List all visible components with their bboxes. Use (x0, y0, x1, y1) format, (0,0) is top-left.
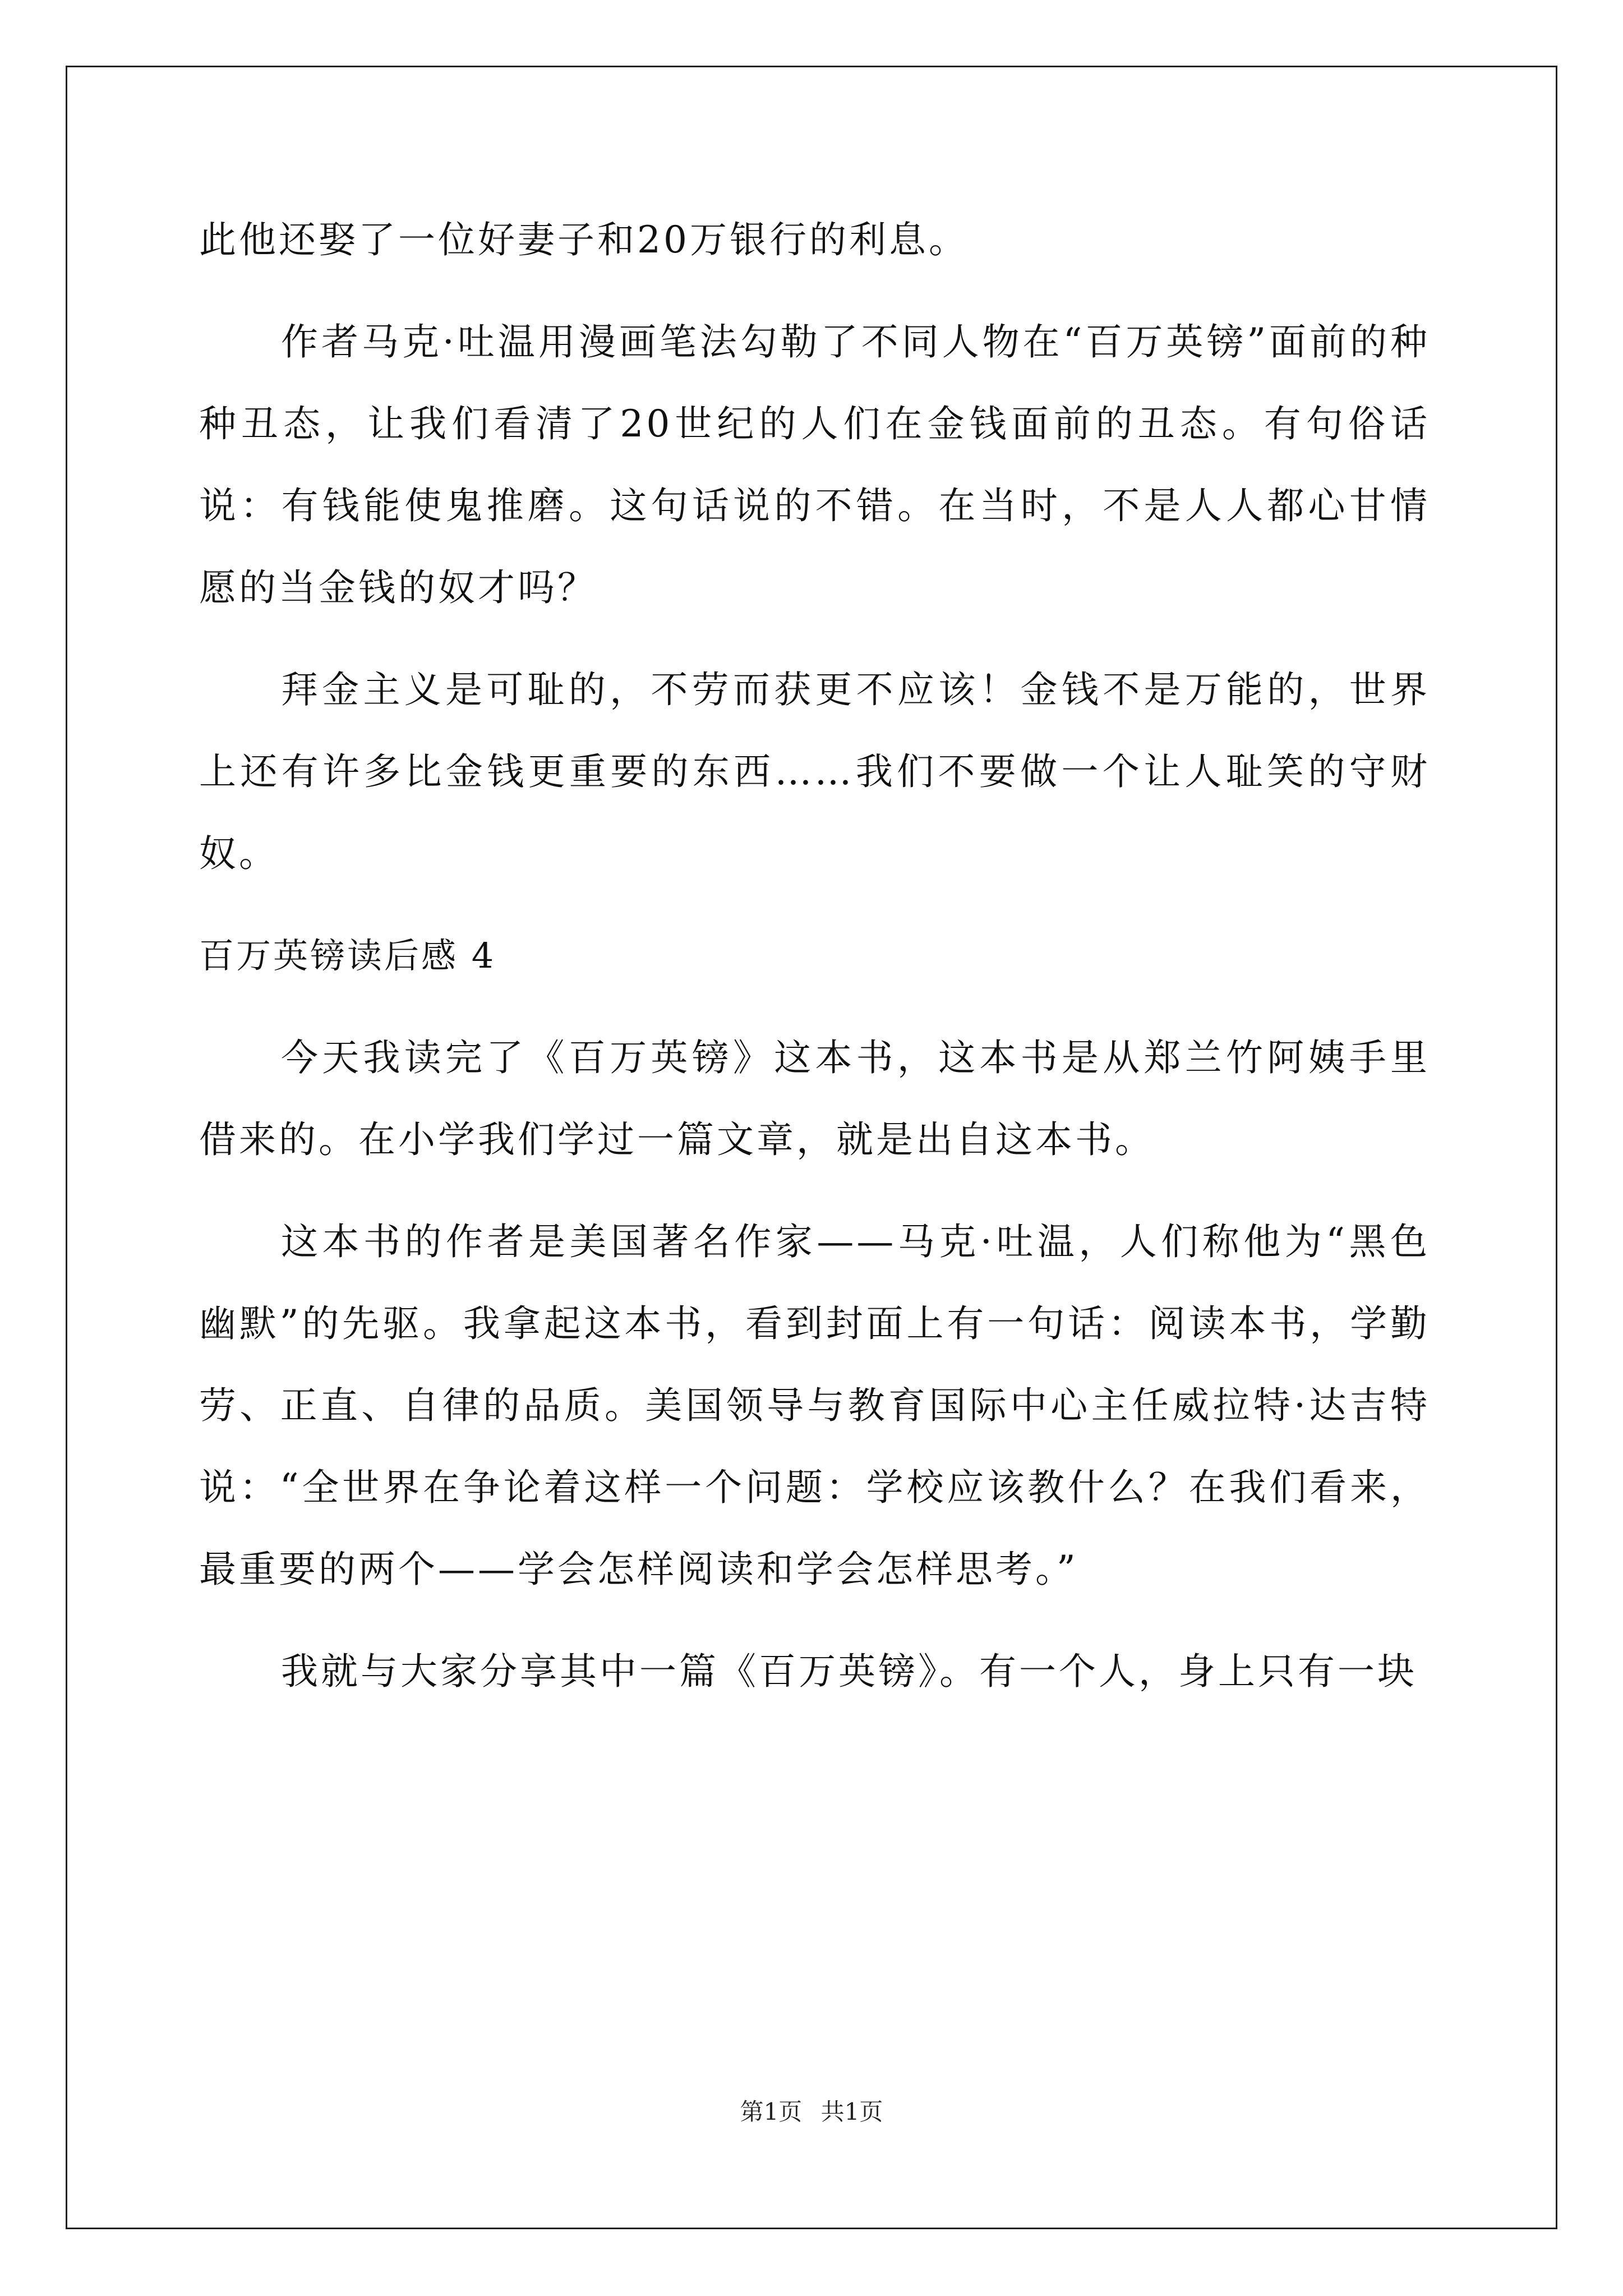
paragraph-4: 今天我读完了《百万英镑》这本书，这本书是从郑兰竹阿姨手里借来的。在小学我们学过一篇文章，就是出自这本书。 (199, 1036, 1430, 1161)
paragraph-2: 作者马克·吐温用漫画笔法勾勒了不同人物在“百万英镑”面前的种种丑态，让我们看清了20世纪的人们在金钱面前的丑态。有句俗话说：有钱能使鬼推磨。这句话说的不错。在当时，不是人人都心甘情愿的当金钱的奴才吗？ (199, 320, 1430, 609)
paragraph-6: 我就与大家分享其中一篇《百万英镑》。有一个人，身上只有一块 (281, 1650, 1417, 1693)
page-total: 共1页 (820, 2098, 883, 2125)
paragraph-3: 拜金主义是可耻的，不劳而获更不应该！金钱不是万能的，世界上还有许多比金钱更重要的东西……我们不要做一个让人耻笑的守财奴。 (199, 668, 1430, 875)
page-number: 第1页 (740, 2098, 803, 2125)
paragraph-5: 这本书的作者是美国著名作家——马克·吐温，人们称他为“黑色幽默”的先驱。我拿起这本书，看到封面上有一句话：阅读本书，学勤劳、正直、自律的品质。美国领导与教育国际中心主任威拉特·达吉特说：“全世界在争论着这样一个问题：学校应该教什么？在我们看来，最重要的两个——学会怎样阅读和学会怎样思考。” (199, 1220, 1430, 1591)
page-footer (0, 2093, 1623, 2127)
document-body (199, 199, 1430, 1733)
section-heading: 百万英镑读后感 4 (199, 935, 496, 976)
paragraph-1: 此他还娶了一位好妻子和20万银行的利息。 (199, 218, 969, 261)
